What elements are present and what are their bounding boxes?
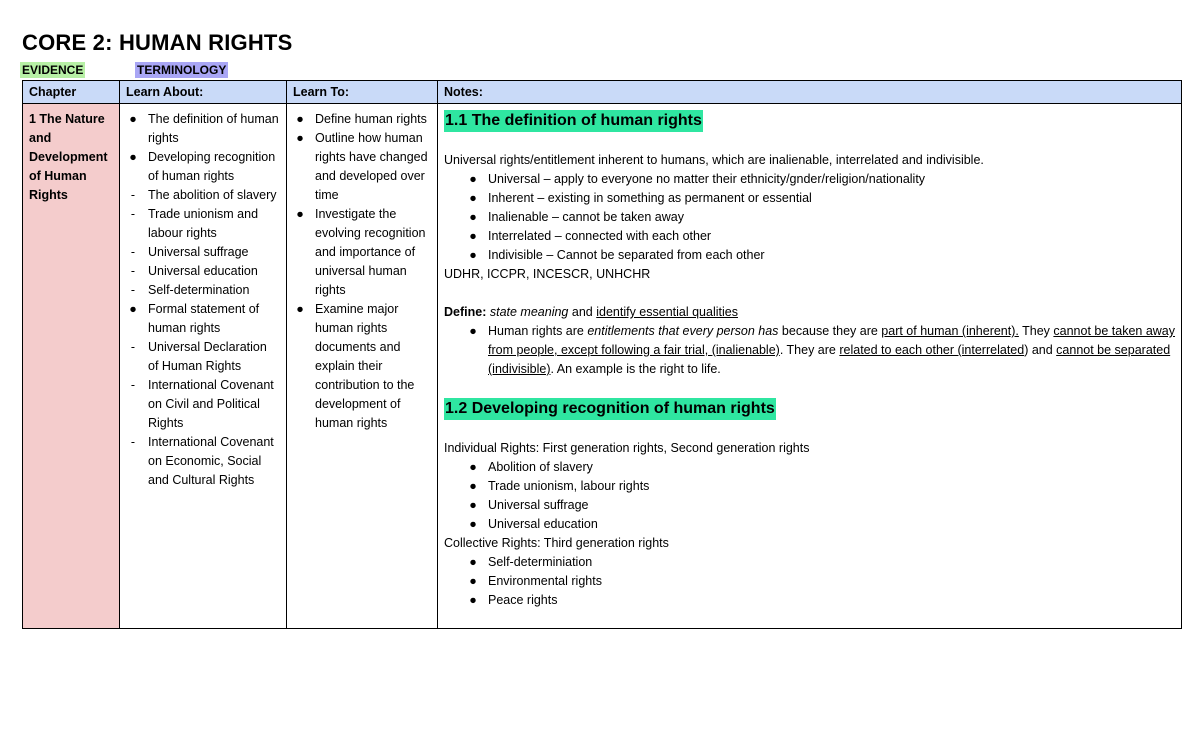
list-item-text: Inherent – existing in something as permanent or essential	[488, 191, 812, 205]
list-marker: ●	[129, 150, 137, 164]
s2-individual-list	[444, 458, 1175, 534]
list-item	[129, 300, 280, 338]
list-item-text: Investigate the evolving recognition and importance of universal human rights	[315, 207, 426, 297]
s2-individual: Individual Rights: First generation rights, Second generation rights	[444, 441, 810, 455]
bullet-icon: ●	[469, 248, 477, 262]
list-item	[469, 227, 1175, 246]
list-item-text: Inalienable – cannot be taken away	[488, 210, 684, 224]
list-item	[469, 322, 1176, 379]
define-underline: identify essential qualities	[596, 305, 738, 319]
list-item	[130, 376, 280, 433]
section-heading-1-1: 1.1 The definition of human rights	[444, 110, 703, 132]
answer-list	[444, 322, 1175, 379]
answer-text	[488, 324, 1175, 376]
list-marker: ●	[129, 112, 137, 126]
answer-part: part of human (inherent).	[881, 324, 1019, 338]
list-item	[469, 189, 1175, 208]
learn-to-cell	[287, 104, 438, 629]
list-item-text: Environmental rights	[488, 574, 602, 588]
learn-to-list	[293, 110, 431, 433]
list-item-text: Developing recognition of human rights	[148, 150, 276, 183]
bullet-icon: ●	[469, 229, 477, 243]
answer-part: related to each other (interrelated	[839, 343, 1025, 357]
list-item	[130, 433, 280, 490]
list-item	[469, 591, 1175, 610]
list-item	[130, 205, 280, 243]
list-item	[130, 338, 280, 376]
list-marker: -	[130, 378, 136, 392]
list-item-text: Universal education	[148, 264, 258, 278]
list-marker: -	[130, 283, 136, 297]
list-item-text: The definition of human rights	[148, 112, 279, 145]
bullet-icon: ●	[469, 479, 477, 493]
list-item-text: Universal suffrage	[488, 498, 589, 512]
list-item-text: Define human rights	[315, 112, 427, 126]
answer-part: ) and	[1024, 343, 1057, 357]
notes-cell	[438, 104, 1182, 629]
list-item-text: Self-determination	[148, 283, 250, 297]
list-marker: ●	[296, 131, 304, 145]
list-item-text: Abolition of slavery	[488, 460, 593, 474]
learn-about-cell	[120, 104, 287, 629]
list-marker: -	[130, 340, 136, 354]
list-item	[469, 477, 1175, 496]
bullet-icon: ●	[469, 460, 477, 474]
list-item	[469, 515, 1175, 534]
list-item-text: Outline how human rights have changed and developed over time	[315, 131, 428, 202]
list-item	[469, 170, 1175, 189]
bullet-icon: ●	[469, 191, 477, 205]
list-item-text: Universal suffrage	[148, 245, 249, 259]
table-row	[23, 104, 1182, 629]
list-item-text: Indivisible – Cannot be separated from each other	[488, 248, 765, 262]
bullet-icon: ●	[469, 172, 477, 186]
bullet-icon: ●	[469, 498, 477, 512]
header-learn-about: Learn About:	[120, 81, 287, 104]
list-marker: ●	[296, 112, 304, 126]
list-marker: ●	[296, 302, 304, 316]
s2-collective-list	[444, 553, 1175, 610]
bullet-icon: ●	[469, 555, 477, 569]
notes-table	[22, 80, 1182, 629]
list-item-text: International Covenant on Economic, Social and Cultural Rights	[148, 435, 274, 487]
list-item	[469, 496, 1175, 515]
list-item	[296, 110, 431, 129]
list-item	[130, 186, 280, 205]
list-item	[469, 572, 1175, 591]
list-item	[469, 458, 1175, 477]
header-chapter: Chapter	[23, 81, 120, 104]
define-italic: state meaning	[489, 305, 569, 319]
list-item-text: International Covenant on Civil and Political Rights	[148, 378, 274, 430]
bullet-icon: ●	[469, 517, 477, 531]
answer-part: . An example is the right to life.	[550, 362, 721, 376]
list-item	[296, 205, 431, 300]
list-item	[130, 243, 280, 262]
bullet-icon: ●	[469, 574, 477, 588]
header-row	[23, 81, 1182, 104]
bullet-icon: ●	[469, 593, 477, 607]
learn-about-list	[126, 110, 280, 490]
bullet-icon: ●	[469, 324, 477, 338]
chapter-cell: 1 The Nature and Development of Human Rights	[23, 104, 120, 629]
list-item-text: Universal Declaration of Human Rights	[148, 340, 267, 373]
list-item-text: Interrelated – connected with each other	[488, 229, 712, 243]
answer-part: They	[1018, 324, 1054, 338]
list-marker: -	[130, 188, 136, 202]
list-item	[469, 208, 1175, 227]
list-marker: ●	[129, 302, 137, 316]
list-item	[296, 300, 431, 433]
list-item-text: Self-determiniation	[488, 555, 593, 569]
answer-part: entitlements that every person has	[587, 324, 779, 338]
page-title: CORE 2: HUMAN RIGHTS	[22, 30, 293, 55]
list-marker: -	[130, 207, 136, 221]
list-item	[130, 262, 280, 281]
list-marker: ●	[296, 207, 304, 221]
answer-part: . They are	[779, 343, 840, 357]
list-item-text: Examine major human rights documents and explain their contribution to the development of human rights	[315, 302, 415, 430]
s1-documents: UDHR, ICCPR, INCESCR, UNHCHR	[444, 267, 651, 281]
list-item	[469, 246, 1175, 265]
header-notes: Notes:	[438, 81, 1182, 104]
section-heading-1-2: 1.2 Developing recognition of human rights	[444, 398, 776, 420]
bullet-icon: ●	[469, 210, 477, 224]
define-line	[444, 303, 1175, 322]
list-item-text: Universal – apply to everyone no matter their ethnicity/gnder/religion/nationality	[488, 172, 926, 186]
list-item	[129, 148, 280, 186]
list-item-text: Formal statement of human rights	[148, 302, 260, 335]
legend-evidence: EVIDENCE	[22, 63, 84, 77]
answer-part: cannot be taken away from people, except following a fair trial, (inalienable)	[488, 324, 1176, 357]
list-item-text: Peace rights	[488, 593, 558, 607]
list-item-text: Trade unionism and labour rights	[148, 207, 259, 240]
s1-intro: Universal rights/entitlement inherent to humans, which are inalienable, interrelated and indivisible.	[444, 153, 984, 167]
list-item	[130, 281, 280, 300]
define-label: Define:	[444, 305, 487, 319]
s1-terms-list	[444, 170, 1175, 265]
legend-terminology: TERMINOLOGY	[137, 63, 227, 77]
list-item	[469, 553, 1175, 572]
list-marker: -	[130, 264, 136, 278]
s2-collective: Collective Rights: Third generation rights	[444, 536, 669, 550]
answer-part: because they are	[778, 324, 882, 338]
list-item	[296, 129, 431, 205]
define-and: and	[571, 305, 593, 319]
list-item-text: Universal education	[488, 517, 598, 531]
list-marker: -	[130, 245, 136, 259]
list-item-text: The abolition of slavery	[148, 188, 277, 202]
answer-part: Human rights are	[488, 324, 588, 338]
list-marker: -	[130, 435, 136, 449]
list-item-text: Trade unionism, labour rights	[488, 479, 650, 493]
answer-part: cannot be separated (indivisible)	[488, 343, 1171, 376]
header-learn-to: Learn To:	[287, 81, 438, 104]
list-item	[129, 110, 280, 148]
